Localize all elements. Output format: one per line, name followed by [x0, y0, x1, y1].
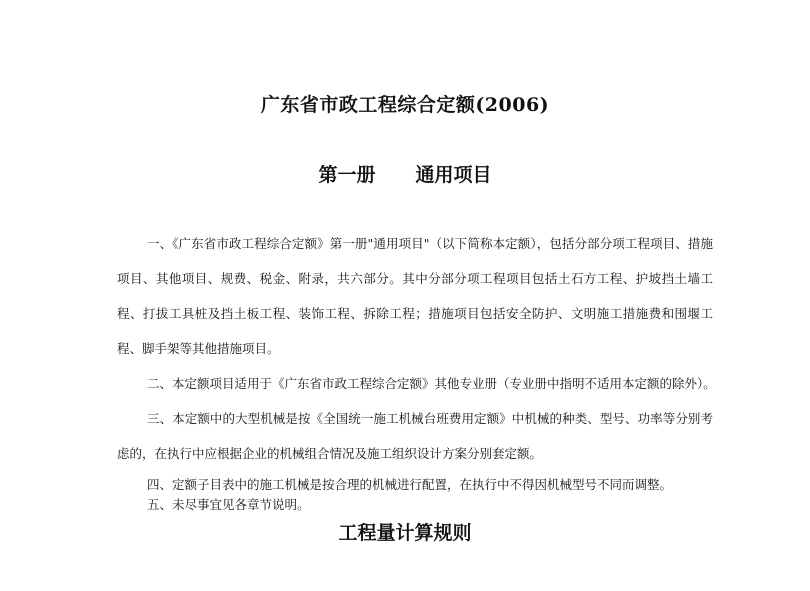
paragraph-1: 一、《广东省市政工程综合定额》第一册"通用项目"（以下简称本定额），包括分部分项工程项目、措施项目、其他项目、规费、税金、附录，共六部分。其中分部分项工程项目包括土石方工程、护坡挡土墙工程、打拔工具桩及挡土板工程、装饰工程、拆除工程；措施项目包括安全防护、文明施工措施费和围堰工程、脚手架等其他措施项目。: [117, 236, 713, 356]
section-title: 工程量计算规则: [338, 522, 472, 544]
paragraph-4: 四、定额子目表中的施工机械是按合理的机械进行配置，在执行中不得因机械型号不同而调整。: [147, 477, 673, 492]
paragraph-2: 二、本定额项目适用于《广东省市政工程综合定额》其他专业册（专业册中指明不适用本定额的除外）。: [147, 376, 716, 391]
volume-heading: [0, 160, 810, 187]
volume-name: 通用项目: [415, 164, 492, 186]
paragraph-5: 五、未尽事宜见各章节说明。: [147, 497, 310, 512]
paragraph-3: 三、本定额中的大型机械是按《全国统一施工机械台班费用定额》中机械的种类、型号、功率等分别考虑的，在执行中应根据企业的机械组合情况及施工组织设计方案分别套定额。: [117, 411, 713, 461]
volume-label: 第一册: [318, 164, 376, 186]
document-title: 广东省市政工程综合定额(2006): [260, 94, 550, 116]
